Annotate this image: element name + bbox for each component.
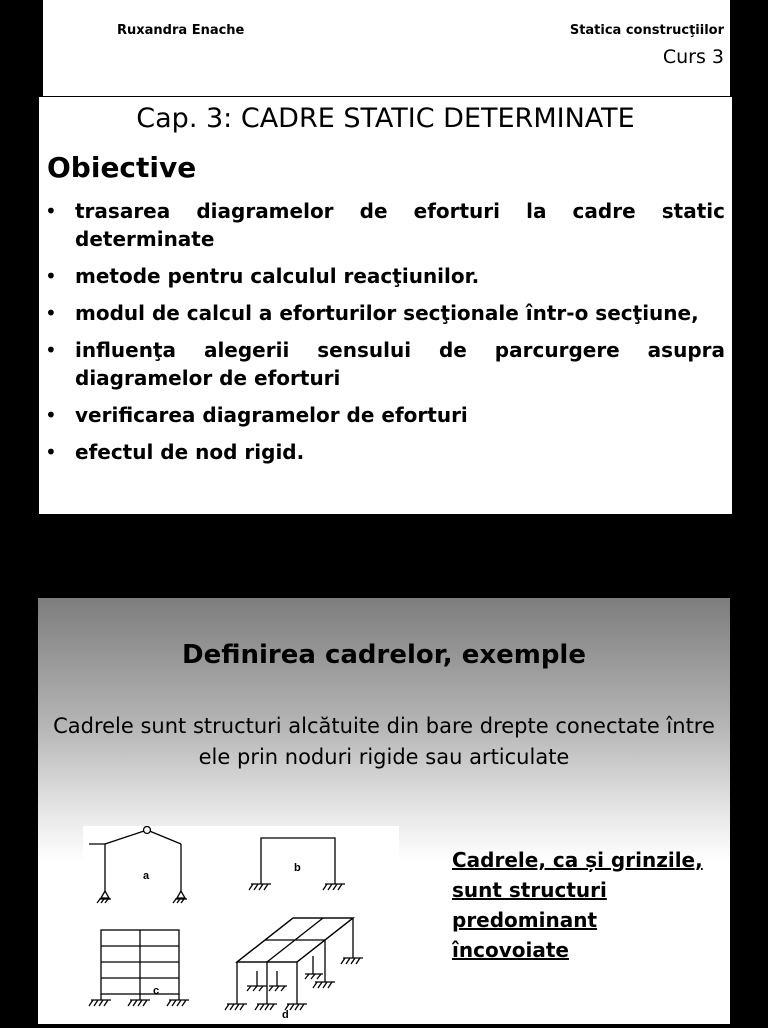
list-item — [45, 336, 725, 392]
label-a: a — [143, 870, 150, 882]
bullet-text: trasarea diagramelor de eforturi la cadre static determinate — [75, 199, 725, 251]
author-name: Ruxandra Enache — [117, 23, 245, 38]
slide-frames-definition — [38, 598, 730, 1024]
list-item — [45, 197, 725, 253]
bullet-icon: • — [45, 440, 57, 464]
objectives-heading: Obiective — [47, 151, 197, 184]
objectives-list — [45, 197, 725, 475]
list-item — [45, 438, 725, 466]
bullet-text: efectul de nod rigid. — [75, 440, 305, 464]
list-item — [45, 262, 725, 290]
bullet-text: influenţa alegerii sensului de parcurgere asupra diagramelor de eforturi — [75, 338, 725, 390]
slide-objectives — [39, 97, 732, 514]
bullet-icon: • — [45, 264, 57, 288]
slide-title: Definirea cadrelor, exemple — [182, 640, 586, 670]
chapter-title: Cap. 3: CADRE STATIC DETERMINATE — [136, 103, 635, 134]
lecture-number: Curs 3 — [662, 46, 724, 68]
label-c: c — [153, 985, 160, 997]
slide-header — [41, 0, 732, 96]
bullet-icon: • — [45, 338, 57, 362]
bullet-text: verificarea diagramelor de eforturi — [75, 403, 468, 427]
label-b: b — [294, 862, 301, 874]
frames-note: Cadrele, ca și grinzile, sunt structuri predominant încovoiate — [452, 848, 703, 962]
list-item — [45, 299, 725, 327]
bullet-icon: • — [45, 199, 57, 223]
frame-a-diagram — [89, 827, 187, 904]
list-item — [45, 401, 725, 429]
bullet-text: modul de calcul a eforturilor secţionale într-o secţiune, — [75, 301, 699, 325]
frames-diagram — [83, 826, 399, 1024]
bullet-icon: • — [45, 301, 57, 325]
label-d: d — [282, 1009, 289, 1021]
bullet-icon: • — [45, 403, 57, 427]
frames-figure — [83, 826, 399, 1024]
definition-text: Cadrele sunt structuri alcătuite din bare drepte conectate între ele prin noduri rigide sau articulate — [53, 714, 715, 769]
course-title: Statica construcţiilor — [569, 23, 724, 38]
bullet-text: metode pentru calculul reacţiunilor. — [75, 264, 480, 288]
frame-c-diagram — [89, 930, 189, 1006]
frame-d-diagram — [225, 918, 363, 1010]
